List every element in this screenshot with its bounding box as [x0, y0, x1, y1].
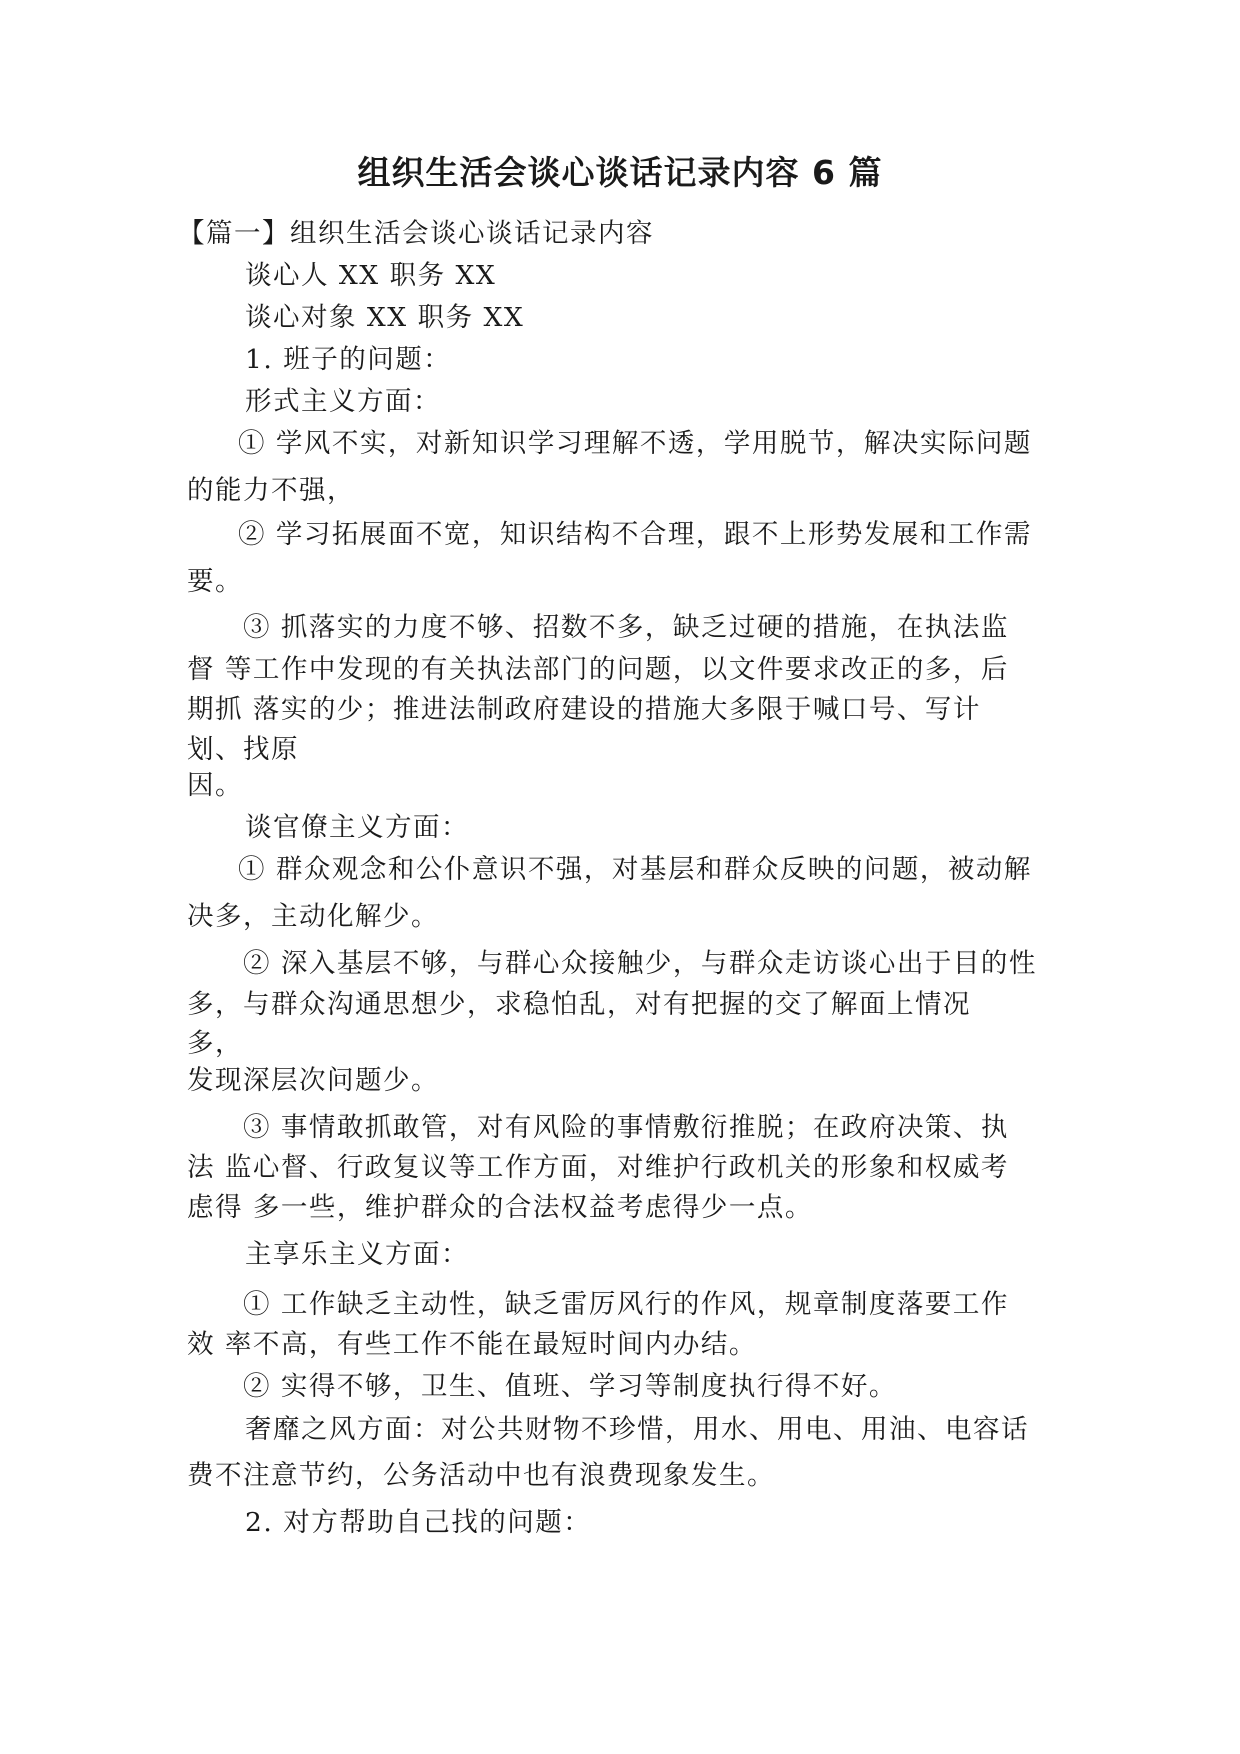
text-line: ② 学习拓展面不宽，知识结构不合理，跟不上形势发展和工作需	[238, 519, 1032, 550]
document-title: 组织生活会谈心谈话记录内容 6 篇	[357, 153, 883, 192]
text-line: ① 工作缺乏主动性，缺乏雷厉风行的作风，规章制度落要工作	[243, 1289, 1009, 1320]
text-line: 谈心人 XX 职务 XX	[245, 260, 497, 291]
text-line: 决多，主动化解少。	[187, 901, 439, 932]
text-line: 费不注意节约，公务活动中也有浪费现象发生。	[187, 1460, 775, 1491]
text-line: 多，	[187, 1028, 243, 1059]
text-line: 主享乐主义方面：	[245, 1239, 469, 1270]
text-line: 谈心对象 XX 职务 XX	[245, 302, 525, 333]
text-line: 形式主义方面：	[245, 386, 441, 417]
text-line: 多，与群众沟通思想少，求稳怕乱，对有把握的交了解面上情况	[187, 989, 971, 1020]
text-line: 奢靡之风方面：对公共财物不珍惜，用水、用电、用油、电容话	[245, 1414, 1029, 1445]
section-heading: 【篇一】组织生活会谈心谈话记录内容	[178, 218, 654, 249]
text-line: 2. 对方帮助自己找的问题：	[245, 1507, 592, 1538]
text-line: ① 学风不实，对新知识学习理解不透，学用脱节，解决实际问题	[238, 428, 1032, 459]
text-line: 督 等工作中发现的有关执法部门的问题，以文件要求改正的多，后	[187, 654, 1009, 685]
text-line: 虑得 多一些，维护群众的合法权益考虑得少一点。	[187, 1192, 813, 1223]
text-line: ② 深入基层不够，与群心众接触少，与群众走访谈心出于目的性	[243, 948, 1037, 979]
text-line: 划、找原	[187, 734, 299, 765]
text-line: ② 实得不够，卫生、值班、学习等制度执行得不好。	[243, 1371, 897, 1402]
text-line: 发现深层次问题少。	[187, 1065, 439, 1096]
text-line: 期抓 落实的少；推进法制政府建设的措施大多限于喊口号、写计	[187, 694, 981, 725]
text-line: ① 群众观念和公仆意识不强，对基层和群众反映的问题，被动解	[238, 854, 1032, 885]
text-line: 要。	[187, 566, 243, 597]
text-line: 1. 班子的问题：	[245, 344, 452, 375]
text-line: 谈官僚主义方面：	[245, 812, 469, 843]
text-line: 的能力不强，	[187, 475, 355, 506]
text-line: 效 率不高，有些工作不能在最短时间内办结。	[187, 1329, 757, 1360]
text-line: ③ 事情敢抓敢管，对有风险的事情敷衍推脱；在政府决策、执	[243, 1112, 1009, 1143]
text-line: ③ 抓落实的力度不够、招数不多，缺乏过硬的措施，在执法监	[243, 612, 1009, 643]
text-line: 法 监心督、行政复议等工作方面，对维护行政机关的形象和权威考	[187, 1152, 1009, 1183]
text-line: 因。	[187, 770, 243, 801]
